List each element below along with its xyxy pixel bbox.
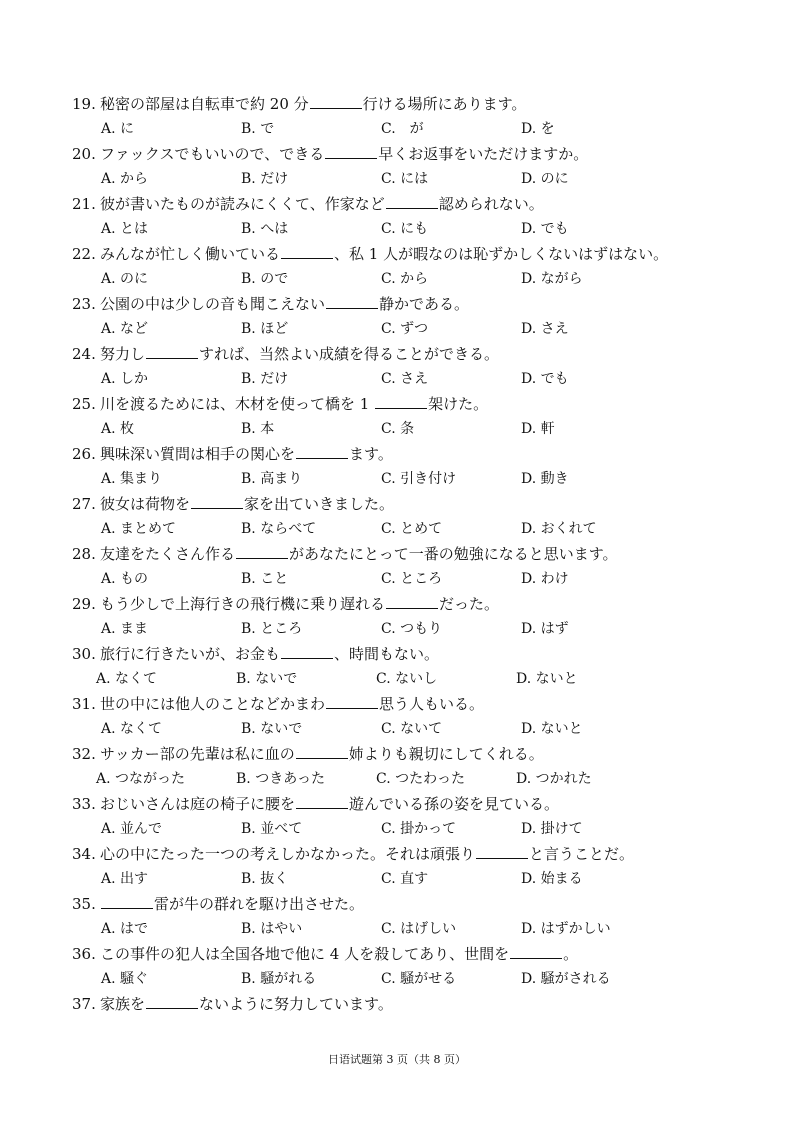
answer-option: A. しか: [101, 371, 149, 387]
question-stem: [72, 392, 732, 417]
question-number: 32.: [72, 745, 96, 763]
question-item: [72, 442, 732, 492]
question-item: [72, 542, 732, 592]
answer-blank: [296, 743, 348, 759]
answer-option: C. 騒がせる: [381, 971, 457, 987]
answer-option: D. 騒がされる: [521, 971, 611, 987]
answer-option: A. 枚: [101, 421, 135, 437]
answer-blank: [386, 593, 438, 609]
question-number: 19.: [72, 95, 96, 113]
answer-option: C. 掛かって: [381, 821, 457, 837]
answer-option: D. 軒: [521, 421, 555, 437]
answer-option: B. だけ: [241, 171, 289, 187]
answer-option: B. ならべて: [241, 521, 317, 537]
answer-blank: [510, 943, 562, 959]
answer-options: [72, 717, 732, 742]
question-text-after: 思う人もいる。: [379, 695, 485, 713]
answer-option: A. なくて: [101, 721, 163, 737]
question-number: 27.: [72, 495, 96, 513]
question-item: [72, 942, 732, 992]
question-number: 30.: [72, 645, 96, 663]
question-stem: [72, 592, 732, 617]
question-number: 21.: [72, 195, 96, 213]
answer-options: [72, 317, 732, 342]
answer-option: B. だけ: [241, 371, 289, 387]
question-text-before: 川を渡るためには、木材を使って橋を 1: [100, 395, 375, 413]
question-list: [72, 92, 732, 1042]
question-text-after: 雷が牛の群れを駆け出させた。: [154, 895, 365, 913]
answer-option: C. とめて: [381, 521, 443, 537]
question-number: 34.: [72, 845, 96, 863]
answer-option: C. から: [381, 271, 429, 287]
answer-option: A. 出す: [101, 871, 149, 887]
question-stem: [72, 492, 732, 517]
answer-blank: [146, 343, 198, 359]
question-stem: [72, 992, 732, 1017]
answer-option: C. が: [381, 121, 424, 137]
question-text-before: 心の中にたった一つの考えしかなかった。それは頑張り: [100, 845, 476, 863]
question-text-after: 静かである。: [379, 295, 470, 313]
question-text-after: 行ける場所にあります。: [362, 95, 527, 113]
question-item: [72, 392, 732, 442]
question-text-after: だった。: [439, 595, 500, 613]
question-text-before: 努力し: [100, 345, 146, 363]
question-text-after: 、私 1 人が暇なのは恥ずかしくないはずはない。: [334, 245, 669, 263]
answer-option: D. ないと: [516, 671, 578, 687]
answer-options: [72, 667, 732, 692]
question-text-before: 彼女は荷物を: [100, 495, 191, 513]
answer-option: C. にも: [381, 221, 429, 237]
answer-option: B. で: [241, 121, 275, 137]
question-text-before: もう少しで上海行きの飛行機に乗り遅れる: [100, 595, 386, 613]
page-footer: 日语试题第 3 页（共 8 页）: [328, 1053, 466, 1066]
answer-blank: [296, 443, 348, 459]
answer-blank: [310, 93, 362, 109]
question-item: [72, 742, 732, 792]
answer-option: D. ながら: [521, 271, 583, 287]
answer-option: C. つたわった: [376, 771, 465, 787]
question-item: [72, 242, 732, 292]
answer-option: C. ずつ: [381, 321, 429, 337]
question-text-before: みんなが忙しく働いている: [100, 245, 281, 263]
answer-option: B. ところ: [241, 621, 303, 637]
question-number: 28.: [72, 545, 96, 563]
answer-option: B. ないで: [236, 671, 298, 687]
question-item: [72, 842, 732, 892]
question-text-after: 遊んでいる孫の姿を見ている。: [349, 795, 560, 813]
answer-blank: [325, 143, 377, 159]
question-text-after: 。: [563, 945, 579, 963]
question-stem: [72, 442, 732, 467]
answer-options: [72, 117, 732, 142]
answer-option: D. ないと: [521, 721, 583, 737]
answer-options: [72, 617, 732, 642]
answer-option: C. 条: [381, 421, 415, 437]
question-stem: [72, 642, 732, 667]
answer-option: A. に: [101, 121, 135, 137]
answer-option: A. 集まり: [101, 471, 163, 487]
question-text-before: 彼が書いたものが読みにくくて、作家など: [100, 195, 385, 213]
answer-option: C. ないて: [381, 721, 443, 737]
answer-option: D. のに: [521, 171, 569, 187]
answer-option: A. のに: [101, 271, 149, 287]
answer-blank: [146, 993, 198, 1009]
answer-option: B. 騒がれる: [241, 971, 317, 987]
question-stem: [72, 192, 732, 217]
answer-option: C. ところ: [381, 571, 443, 587]
question-number: 25.: [72, 395, 96, 413]
answer-option: B. 本: [241, 421, 275, 437]
question-stem: [72, 242, 732, 267]
question-text-before: 興味深い質問は相手の関心を: [100, 445, 296, 463]
question-text-before: 友達をたくさん作る: [100, 545, 236, 563]
answer-option: D. でも: [521, 221, 569, 237]
answer-option: B. はやい: [241, 921, 303, 937]
answer-option: A. など: [101, 321, 149, 337]
question-item: [72, 142, 732, 192]
question-stem: [72, 692, 732, 717]
question-item: [72, 792, 732, 842]
question-text-before: 公園の中は少しの音も聞こえない: [100, 295, 326, 313]
question-text-after: 認められない。: [438, 195, 544, 213]
answer-option: D. さえ: [521, 321, 569, 337]
question-stem: [72, 542, 732, 567]
answer-option: C. ないし: [376, 671, 438, 687]
answer-option: A. もの: [101, 571, 149, 587]
answer-option: A. 並んで: [101, 821, 163, 837]
question-text-before: 家族を: [100, 995, 146, 1013]
answer-option: D. はずかしい: [521, 921, 611, 937]
question-stem: [72, 942, 732, 967]
question-text-after: 姉よりも親切にしてくれる。: [348, 745, 544, 763]
question-text-after: 家を出ていきました。: [244, 495, 395, 513]
question-text-before: ファックスでもいいので、できる: [100, 145, 325, 163]
answer-options: [72, 367, 732, 392]
answer-option: A. まとめて: [101, 521, 177, 537]
question-item: [72, 492, 732, 542]
answer-options: [72, 567, 732, 592]
answer-option: D. はず: [521, 621, 569, 637]
answer-option: A. はで: [101, 921, 149, 937]
answer-options: [72, 417, 732, 442]
question-text-after: と言うことだ。: [529, 845, 635, 863]
question-item: [72, 292, 732, 342]
answer-option: D. おくれて: [521, 521, 597, 537]
answer-blank: [296, 793, 348, 809]
answer-option: A. とは: [101, 221, 149, 237]
answer-blank: [101, 893, 153, 909]
question-text-before: この事件の犯人は全国各地で他に 4 人を殺してあり、世間を: [100, 945, 510, 963]
answer-option: A. から: [101, 171, 149, 187]
question-number: 33.: [72, 795, 96, 813]
question-text-after: 、時間もない。: [334, 645, 440, 663]
answer-option: D. 始まる: [521, 871, 583, 887]
question-text-after: があなたにとって一番の勉強になると思います。: [289, 545, 618, 563]
question-stem: [72, 342, 732, 367]
question-stem: [72, 792, 732, 817]
answer-option: B. へは: [241, 221, 289, 237]
question-number: 22.: [72, 245, 96, 263]
answer-option: B. ないで: [241, 721, 303, 737]
question-text-before: 旅行に行きたいが、お金も: [100, 645, 281, 663]
answer-option: A. まま: [101, 621, 149, 637]
question-item: [72, 692, 732, 742]
question-number: 35.: [72, 895, 96, 913]
answer-options: [72, 467, 732, 492]
answer-option: B. こと: [241, 571, 289, 587]
answer-option: D. を: [521, 121, 555, 137]
question-text-after: 早くお返事をいただけますか。: [378, 145, 589, 163]
answer-option: B. 抜く: [241, 871, 289, 887]
answer-option: D. わけ: [521, 571, 569, 587]
answer-option: B. つきあった: [236, 771, 326, 787]
question-number: 37.: [72, 995, 96, 1013]
answer-blank: [191, 493, 243, 509]
answer-options: [72, 967, 732, 992]
question-stem: [72, 742, 732, 767]
answer-blank: [386, 193, 438, 209]
question-text-before: 世の中には他人のことなどかまわ: [100, 695, 326, 713]
answer-option: B. ので: [241, 271, 289, 287]
answer-options: [72, 217, 732, 242]
question-text-after: ないように努力しています。: [199, 995, 393, 1013]
question-item: [72, 192, 732, 242]
answer-options: [72, 167, 732, 192]
question-item: [72, 992, 732, 1042]
question-number: 26.: [72, 445, 96, 463]
answer-option: C. 引き付け: [381, 471, 457, 487]
question-stem: [72, 842, 732, 867]
question-text-before: おじいさんは庭の椅子に腰を: [100, 795, 296, 813]
answer-option: D. でも: [521, 371, 569, 387]
answer-blank: [476, 843, 528, 859]
answer-option: B. 高まり: [241, 471, 303, 487]
question-number: 24.: [72, 345, 96, 363]
answer-option: B. ほど: [241, 321, 289, 337]
answer-blank: [236, 543, 288, 559]
question-stem: [72, 892, 732, 917]
question-item: [72, 342, 732, 392]
question-item: [72, 642, 732, 692]
question-text-before: サッカー部の先輩は私に血の: [100, 745, 295, 763]
answer-option: C. には: [381, 171, 429, 187]
answer-option: D. 掛けて: [521, 821, 583, 837]
answer-blank: [326, 693, 378, 709]
answer-option: A. なくて: [96, 671, 158, 687]
question-number: 31.: [72, 695, 96, 713]
answer-blank: [375, 393, 427, 409]
question-stem: [72, 92, 732, 117]
question-number: 23.: [72, 295, 96, 313]
answer-option: C. 直す: [381, 871, 429, 887]
question-number: 36.: [72, 945, 96, 963]
answer-option: B. 並べて: [241, 821, 303, 837]
question-item: [72, 592, 732, 642]
answer-option: D. つかれた: [516, 771, 592, 787]
question-text-after: ます。: [349, 445, 393, 463]
question-stem: [72, 142, 732, 167]
answer-blank: [326, 293, 378, 309]
answer-option: D. 動き: [521, 471, 569, 487]
answer-blank: [281, 243, 333, 259]
answer-option: C. つもり: [381, 621, 443, 637]
answer-options: [72, 917, 732, 942]
question-text-after: すれば、当然よい成績を得ることができる。: [199, 345, 500, 363]
answer-options: [72, 767, 732, 792]
answer-option: A. 騒ぐ: [101, 971, 149, 987]
question-item: [72, 92, 732, 142]
question-text-before: 秘密の部屋は自転車で約 20 分: [100, 95, 309, 113]
answer-options: [72, 267, 732, 292]
answer-blank: [281, 643, 333, 659]
question-stem: [72, 292, 732, 317]
answer-option: C. はげしい: [381, 921, 457, 937]
answer-options: [72, 517, 732, 542]
question-item: [72, 892, 732, 942]
question-text-after: 架けた。: [428, 395, 489, 413]
answer-options: [72, 867, 732, 892]
answer-options: [72, 817, 732, 842]
answer-option: A. つながった: [96, 771, 186, 787]
question-number: 20.: [72, 145, 96, 163]
answer-option: C. さえ: [381, 371, 429, 387]
question-number: 29.: [72, 595, 96, 613]
